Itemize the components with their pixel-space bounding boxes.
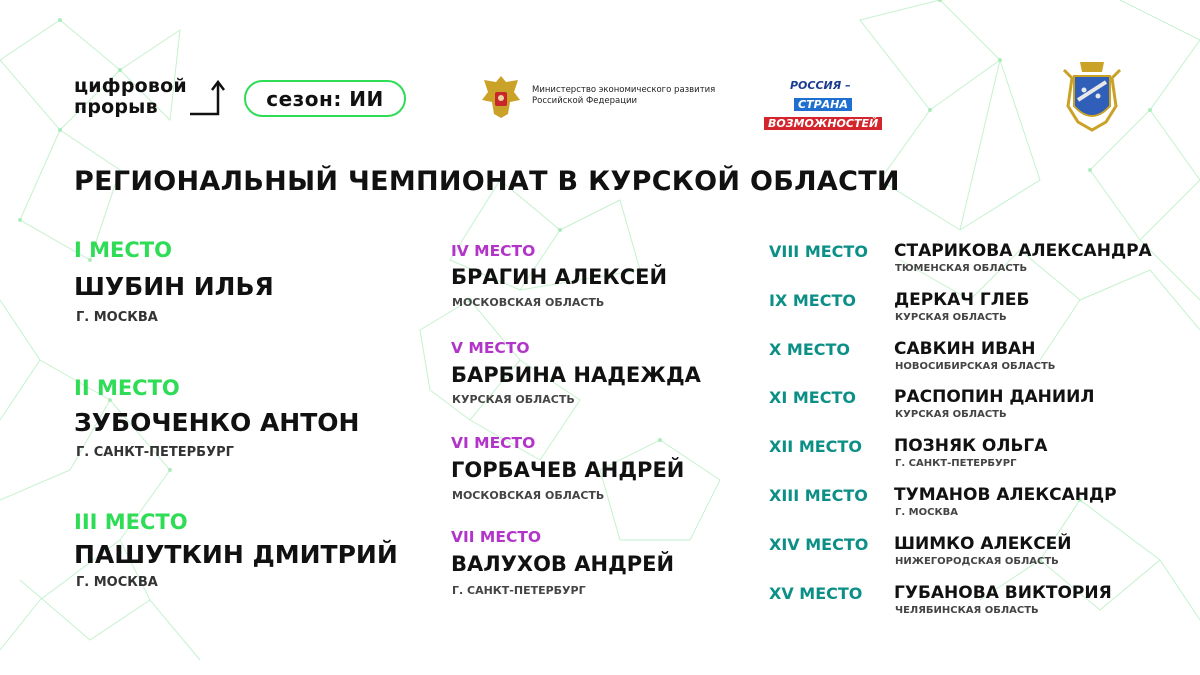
ministry-logo (478, 72, 722, 120)
winner-region: КУРСКАЯ ОБЛАСТЬ (895, 312, 1007, 323)
winner-name: ШИМКО АЛЕКСЕЙ (894, 534, 1072, 554)
kursk-coat-of-arms-icon (1058, 56, 1126, 132)
winner-name: ГОРБАЧЕВ АНДРЕЙ (451, 458, 685, 482)
place-label: VII МЕСТО (451, 528, 542, 546)
winner-region: МОСКОВСКАЯ ОБЛАСТЬ (452, 489, 605, 502)
winner-region: Г. САНКТ-ПЕТЕРБУРГ (452, 584, 586, 597)
place-label: I МЕСТО (74, 238, 172, 262)
season-label: сезон: ИИ (266, 86, 384, 111)
place-label: XI МЕСТО (769, 388, 856, 407)
rsv-line-2: СТРАНА (794, 98, 852, 111)
brand-logo (74, 76, 187, 118)
winner-name: БАРБИНА НАДЕЖДА (451, 363, 701, 387)
brand-line-2: прорыв (74, 96, 158, 118)
page-title: РЕГИОНАЛЬНЫЙ ЧЕМПИОНАТ В КУРСКОЙ ОБЛАСТИ (74, 166, 900, 197)
winner-name: САВКИН ИВАН (894, 339, 1036, 359)
russia-opportunities-logo (764, 74, 886, 131)
russian-emblem-icon (478, 72, 524, 120)
place-label: XV МЕСТО (769, 584, 863, 603)
place-label: IX МЕСТО (769, 291, 856, 310)
winner-name: ЗУБОЧЕНКО АНТОН (74, 408, 360, 437)
winner-region: Г. САНКТ-ПЕТЕРБУРГ (76, 445, 234, 460)
season-badge (244, 80, 406, 117)
rsv-line-1: РОССИЯ – (790, 79, 851, 92)
winner-name: ПАШУТКИН ДМИТРИЙ (74, 540, 398, 569)
place-label: X МЕСТО (769, 340, 851, 359)
winner-region: Г. МОСКВА (76, 575, 158, 590)
brand-line-1: цифровой (74, 75, 187, 97)
winner-region: ТЮМЕНСКАЯ ОБЛАСТЬ (895, 263, 1028, 274)
winner-region: КУРСКАЯ ОБЛАСТЬ (895, 409, 1007, 420)
ministry-line-1: Министерство экономического развития (532, 85, 716, 95)
place-label: XIII МЕСТО (769, 486, 868, 505)
winner-name: РАСПОПИН ДАНИИЛ (894, 387, 1095, 407)
winner-region: НИЖЕГОРОДСКАЯ ОБЛАСТЬ (895, 556, 1059, 567)
rsv-line-3: ВОЗМОЖНОСТЕЙ (764, 117, 882, 130)
place-label: IV МЕСТО (451, 242, 536, 260)
ministry-line-2: Российской Федерации (532, 96, 638, 106)
winner-region: ЧЕЛЯБИНСКАЯ ОБЛАСТЬ (895, 605, 1039, 616)
place-label: III МЕСТО (74, 510, 188, 534)
winner-region: Г. МОСКВА (895, 507, 958, 518)
winner-name: ПОЗНЯК ОЛЬГА (894, 436, 1048, 456)
winner-name: СТАРИКОВА АЛЕКСАНДРА (894, 241, 1152, 261)
winner-name: ГУБАНОВА ВИКТОРИЯ (894, 583, 1112, 603)
winner-region: Г. МОСКВА (76, 310, 158, 325)
winner-region: Г. САНКТ-ПЕТЕРБУРГ (895, 458, 1017, 469)
winner-region: КУРСКАЯ ОБЛАСТЬ (452, 393, 575, 406)
winner-name: БРАГИН АЛЕКСЕЙ (451, 265, 668, 289)
place-label: VIII МЕСТО (769, 242, 868, 261)
place-label: V МЕСТО (451, 339, 530, 357)
winner-region: МОСКОВСКАЯ ОБЛАСТЬ (452, 296, 605, 309)
winner-name: ШУБИН ИЛЬЯ (74, 272, 274, 301)
growth-arrow-icon (182, 78, 226, 120)
place-label: VI МЕСТО (451, 434, 536, 452)
place-label: XIV МЕСТО (769, 535, 869, 554)
winner-region: НОВОСИБИРСКАЯ ОБЛАСТЬ (895, 361, 1056, 372)
place-label: II МЕСТО (74, 376, 180, 400)
winner-name: ТУМАНОВ АЛЕКСАНДР (894, 485, 1117, 505)
winner-name: ВАЛУХОВ АНДРЕЙ (451, 552, 675, 576)
winner-name: ДЕРКАЧ ГЛЕБ (894, 290, 1030, 310)
place-label: XII МЕСТО (769, 437, 862, 456)
